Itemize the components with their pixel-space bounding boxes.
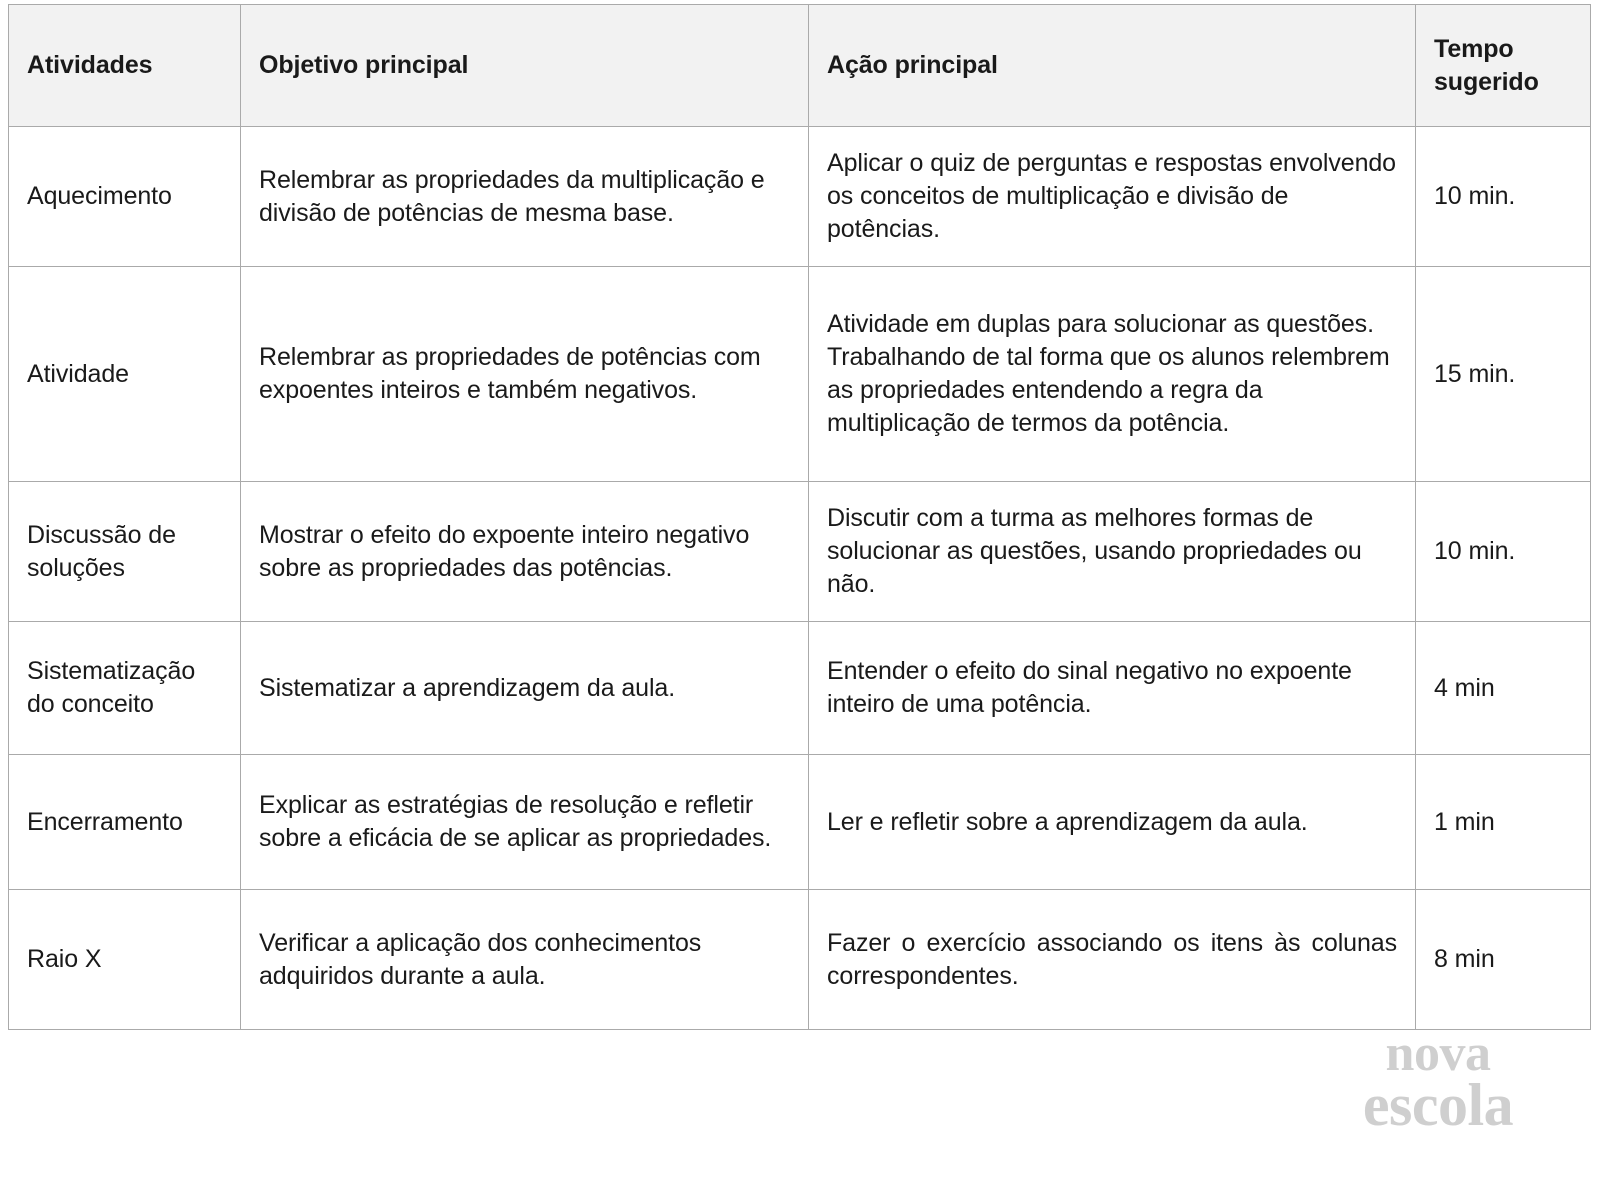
cell-tempo: 15 min.	[1416, 267, 1591, 482]
cell-objetivo: Explicar as estratégias de resolução e refletir sobre a eficácia de se aplicar as propriedades.	[241, 755, 809, 890]
cell-atividade-name: Discussão de soluções	[9, 482, 241, 622]
cell-objetivo: Verificar a aplicação dos conhecimentos adquiridos durante a aula.	[241, 890, 809, 1030]
cell-objetivo: Sistematizar a aprendizagem da aula.	[241, 622, 809, 755]
table-row	[9, 622, 1591, 755]
logo-text-line1: nova	[1385, 1025, 1491, 1082]
cell-tempo: 1 min	[1416, 755, 1591, 890]
table-row	[9, 482, 1591, 622]
nova-escola-logo	[1338, 1025, 1538, 1138]
column-header-acao	[809, 5, 1416, 127]
table-body	[9, 127, 1591, 1030]
cell-atividade-name: Encerramento	[9, 755, 241, 890]
cell-acao: Entender o efeito do sinal negativo no expoente inteiro de uma potência.	[809, 622, 1416, 755]
column-header-tempo	[1416, 5, 1591, 127]
logo-text-line2: escola	[1362, 1071, 1514, 1138]
cell-atividade-name: Raio X	[9, 890, 241, 1030]
cell-tempo: 10 min.	[1416, 482, 1591, 622]
cell-acao: Fazer o exercício associando os itens às colunas correspondentes.	[809, 890, 1416, 1030]
cell-acao: Aplicar o quiz de perguntas e respostas envolvendo os conceitos de multiplicação e divisão de potências.	[809, 127, 1416, 267]
table-row	[9, 755, 1591, 890]
column-header-tempo-label-line2: sugerido	[1434, 67, 1539, 96]
column-header-tempo-label-line1: Tempo	[1434, 34, 1514, 63]
table-row	[9, 890, 1591, 1030]
table-header	[9, 5, 1591, 127]
cell-acao: Ler e refletir sobre a aprendizagem da aula.	[809, 755, 1416, 890]
lesson-plan-sheet	[8, 4, 1590, 1030]
cell-tempo: 10 min.	[1416, 127, 1591, 267]
column-header-atividades-label: Atividades	[27, 51, 153, 79]
cell-objetivo: Mostrar o efeito do expoente inteiro negativo sobre as propriedades das potências.	[241, 482, 809, 622]
column-header-atividades	[9, 5, 241, 127]
table-row	[9, 127, 1591, 267]
lesson-plan-table	[8, 4, 1591, 1030]
column-header-objetivo-label: Objetivo principal	[259, 51, 469, 79]
cell-atividade-name: Aquecimento	[9, 127, 241, 267]
cell-tempo: 4 min	[1416, 622, 1591, 755]
cell-objetivo: Relembrar as propriedades da multiplicação e divisão de potências de mesma base.	[241, 127, 809, 267]
column-header-objetivo	[241, 5, 809, 127]
cell-atividade-name: Atividade	[9, 267, 241, 482]
cell-tempo: 8 min	[1416, 890, 1591, 1030]
header-row	[9, 5, 1591, 127]
cell-objetivo: Relembrar as propriedades de potências com expoentes inteiros e também negativos.	[241, 267, 809, 482]
table-row	[9, 267, 1591, 482]
cell-acao: Atividade em duplas para solucionar as questões. Trabalhando de tal forma que os alunos relembrem as propriedades entendendo a regra da multiplicação de termos da potência.	[809, 267, 1416, 482]
column-header-acao-label: Ação principal	[827, 51, 998, 79]
cell-atividade-name: Sistematização do conceito	[9, 622, 241, 755]
cell-acao: Discutir com a turma as melhores formas de solucionar as questões, usando propriedades ou não.	[809, 482, 1416, 622]
